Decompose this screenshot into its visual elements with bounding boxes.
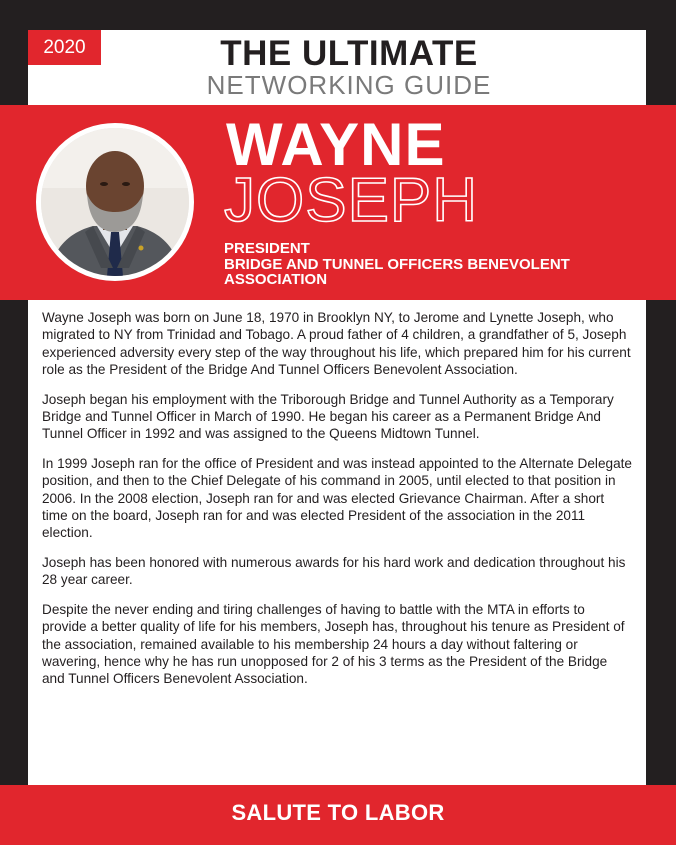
last-name: JOSEPH (224, 166, 479, 235)
profile-photo (36, 123, 194, 281)
bio-paragraph: Wayne Joseph was born on June 18, 1970 in Brooklyn NY, to Jerome and Lynette Joseph, who migrated to NY from Trinidad and Tobago. A proud father of 4 children, a grandfather of 5, Joseph experienced adversity every step of the way throughout his life, which prepared him for his current role as the President of the Bridge And Tunnel Officers Benevolent Association. (42, 310, 631, 378)
year-tag: 2020 (28, 30, 101, 65)
guide-subtitle: NETWORKING GUIDE (206, 70, 492, 100)
first-name: WAYNE (226, 111, 446, 178)
footer-label: SALUTE TO LABOR (231, 800, 445, 825)
biography (42, 309, 632, 700)
portrait-illustration (41, 128, 189, 276)
bio-paragraph: In 1999 Joseph ran for the office of President and was instead appointed to the Alternate Delegate position, and then to the Chief Delegate of his command in 2005, until elected to that position in 2006. In the 2008 election, Joseph ran for and was elected Grievance Chairman. After a short time on the board, Joseph ran for and was elected President of the association in the 2011 election. (42, 455, 632, 541)
organization-line: BRIDGE AND TUNNEL OFFICERS BENEVOLENT (224, 255, 570, 273)
role-block (224, 241, 644, 288)
bio-paragraph: Despite the never ending and tiring challenges of having to battle with the MTA in efforts to provide a better quality of life for his members, Joseph has, throughout his tenure as President of the association, remained available to his membership 24 hours a day without faltering or wavering, hence why he has run unopposed for 2 of his 3 terms as the President of the Bridge and Tunnel Officers Benevolent Association. (42, 601, 625, 687)
guide-title: THE ULTIMATE (220, 34, 478, 73)
bio-paragraph: Joseph began his employment with the Triborough Bridge and Tunnel Authority as a Temporary Bridge and Tunnel Officer in March of 1990. He began his career as a Permanent Bridge And Tunnel Officer in 1992 and was assigned to the Queens Midtown Tunnel. (42, 391, 614, 442)
bio-paragraph: Joseph has been honored with numerous awards for his hard work and dedication throughout his 28 year career. (42, 554, 626, 588)
role-title: PRESIDENT (224, 240, 310, 257)
organization-line: ASSOCIATION (224, 271, 328, 288)
